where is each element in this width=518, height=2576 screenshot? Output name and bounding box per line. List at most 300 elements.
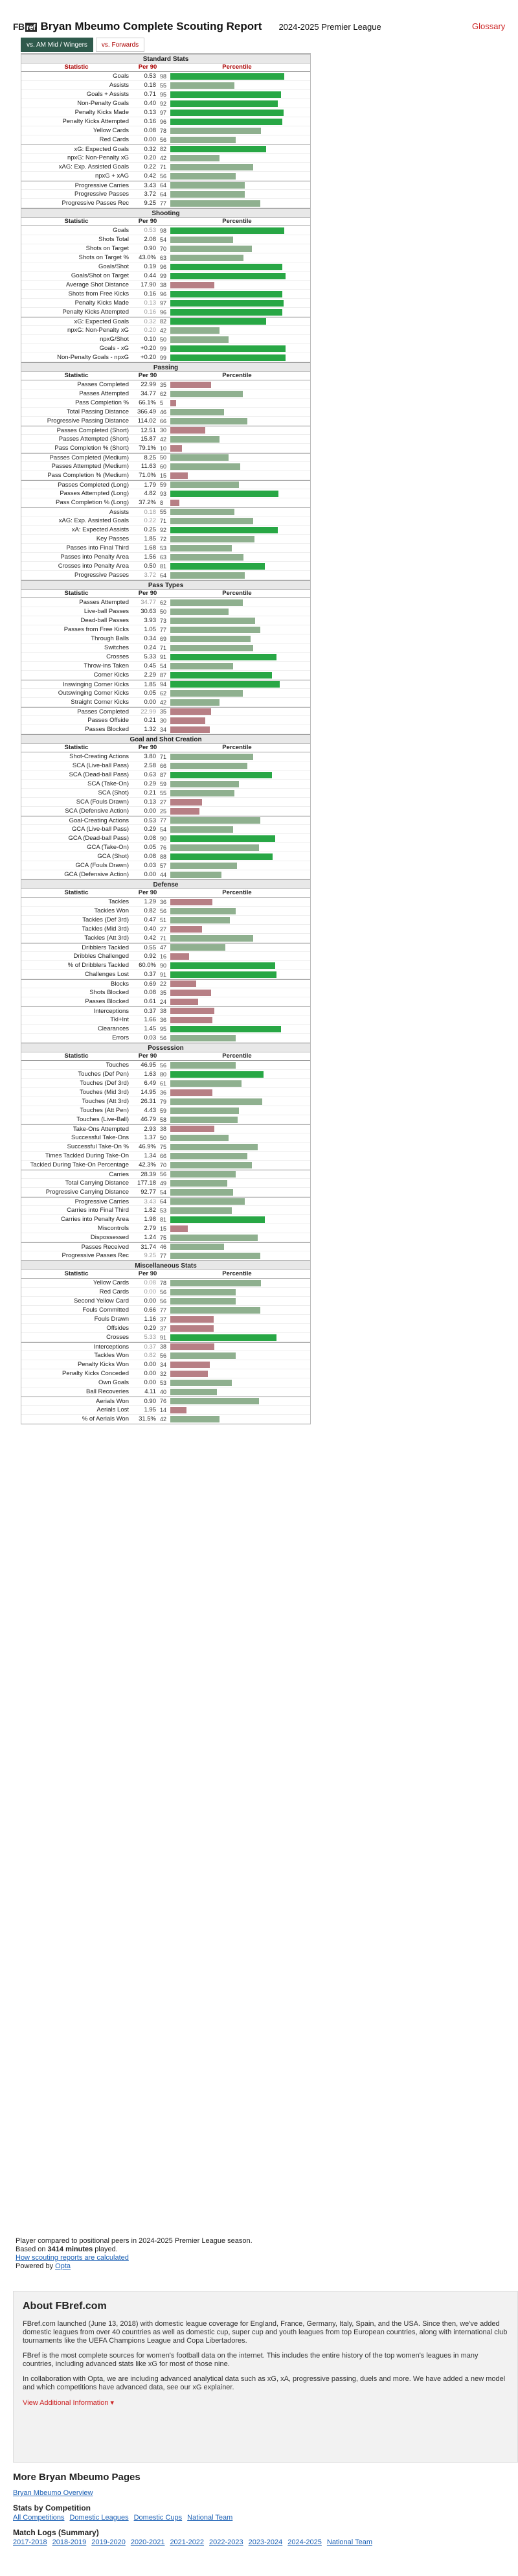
- percentile-value: 62: [160, 599, 167, 606]
- per90-value: 0.29: [144, 1325, 156, 1332]
- percentile-bar: [170, 1108, 239, 1114]
- stat-name: Carries into Penalty Area: [60, 1216, 129, 1223]
- table-row: [21, 1397, 310, 1406]
- percentile-bar-track: [170, 935, 287, 942]
- percentile-bar: [170, 1235, 258, 1241]
- percentile-cell: [159, 318, 310, 325]
- percentile-bar: [170, 1380, 232, 1386]
- table-row: [21, 417, 310, 426]
- percentile-cell: [159, 1316, 310, 1323]
- percentile-bar: [170, 863, 237, 869]
- stat-name: Touches (Live-Ball): [76, 1116, 129, 1123]
- percentile-bar-track: [170, 1398, 287, 1404]
- stat-name: Yellow Cards: [93, 127, 129, 134]
- match-log-link-2018-2019[interactable]: 2018-2019: [52, 2538, 87, 2546]
- percentile-cell: [159, 1117, 310, 1123]
- percentile-cell: [159, 1362, 310, 1368]
- stat-name: GCA (Defensive Action): [64, 871, 129, 878]
- match-log-link-2022-2023[interactable]: 2022-2023: [209, 2538, 243, 2546]
- player-overview-link[interactable]: Bryan Mbeumo Overview: [13, 2489, 93, 2497]
- percentile-cell: [159, 672, 310, 679]
- per90-value: 0.18: [144, 508, 156, 516]
- section-title-goal-and-shot-creation: Goal and Shot Creation: [21, 734, 310, 744]
- percentile-bar: [170, 1035, 236, 1041]
- stat-name: Dead-ball Passes: [80, 617, 129, 624]
- percentile-value: 50: [160, 608, 167, 615]
- table-row: [21, 1152, 310, 1161]
- stat-name: Passes Blocked: [85, 726, 129, 733]
- percentile-cell: [159, 1280, 310, 1286]
- percentile-value: 56: [160, 1288, 167, 1295]
- percentile-value: 66: [160, 762, 167, 769]
- section-title-miscellaneous-stats: Miscellaneous Stats: [21, 1260, 310, 1270]
- match-log-link-2017-2018[interactable]: 2017-2018: [13, 2538, 47, 2546]
- per90-value: 1.85: [144, 680, 156, 688]
- per90-value: 0.55: [144, 944, 156, 951]
- percentile-bar: [170, 1307, 260, 1314]
- table-row: [21, 907, 310, 916]
- percentile-cell: [159, 935, 310, 942]
- percentile-bar: [170, 110, 284, 116]
- percentile-cell: [159, 491, 310, 497]
- percentile-bar-track: [170, 808, 287, 815]
- stat-name: Penalty Kicks Made: [74, 109, 129, 116]
- per90-header: Per 90: [138, 218, 157, 225]
- stats-by-competition-title: Stats by Competition: [13, 2503, 91, 2512]
- per90-value: 3.93: [144, 617, 156, 624]
- percentile-bar-track: [170, 1280, 287, 1286]
- percentile-bar: [170, 1153, 247, 1159]
- stat-name: Shots Total: [98, 236, 129, 243]
- per90-header: Per 90: [138, 590, 157, 597]
- table-row: [21, 1406, 310, 1415]
- percentile-bar: [170, 309, 282, 316]
- percentile-bar-track: [170, 509, 287, 515]
- header: [13, 18, 381, 35]
- about-paragraph-2: FBref is the most complete sources for women's football data on the internet. This includes the entire history of the top women's leagues in many countries, including advanced stats like xG for most of those nine.: [23, 2352, 479, 2368]
- percentile-value: 99: [160, 272, 167, 279]
- percentile-bar-track: [170, 472, 287, 479]
- percentile-bar: [170, 1371, 208, 1377]
- percentile-cell: [159, 1071, 310, 1078]
- percentile-bar-track: [170, 1298, 287, 1305]
- percentile-bar-track: [170, 137, 287, 143]
- statistic-header: Statistic: [64, 64, 89, 71]
- match-log-link-2020-2021[interactable]: 2020-2021: [130, 2538, 165, 2546]
- table-row: [21, 244, 310, 253]
- percentile-bar: [170, 545, 232, 551]
- percentile-header: Percentile: [222, 1052, 252, 1060]
- stat-name: xAG: Exp. Assisted Goals: [58, 517, 129, 524]
- percentile-bar-track: [170, 853, 287, 860]
- competition-link-domestic-cups[interactable]: Domestic Cups: [133, 2514, 183, 2522]
- percentile-cell: [159, 835, 310, 842]
- percentile-bar-track: [170, 999, 287, 1005]
- percentile-bar-track: [170, 563, 287, 570]
- table-row: [21, 145, 310, 154]
- stat-name: Penalty Kicks Conceded: [62, 1370, 129, 1377]
- percentile-bar-track: [170, 1098, 287, 1105]
- percentile-bar-track: [170, 1008, 287, 1014]
- percentile-bar: [170, 971, 276, 978]
- per90-value: 46.79: [141, 1116, 156, 1123]
- percentile-value: 87: [160, 671, 167, 679]
- percentile-bar-track: [170, 672, 287, 679]
- percentile-bar: [170, 1062, 236, 1069]
- percentile-bar: [170, 1289, 236, 1295]
- competition-link-national-team[interactable]: National Team: [187, 2514, 233, 2522]
- percentile-cell: [159, 518, 310, 524]
- percentile-cell: [159, 1144, 310, 1150]
- per90-value: 2.93: [144, 1125, 156, 1133]
- table-row: [21, 598, 310, 607]
- table-row: [21, 281, 310, 290]
- table-row: [21, 389, 310, 399]
- table-row: [21, 825, 310, 834]
- percentile-cell: [159, 754, 310, 760]
- percentile-value: 10: [160, 445, 167, 452]
- percentile-cell: [159, 944, 310, 951]
- percentile-bar: [170, 926, 202, 933]
- percentile-bar: [170, 1180, 227, 1187]
- stat-name: GCA (Fouls Drawn): [75, 862, 129, 869]
- per90-value: 0.08: [144, 835, 156, 842]
- percentile-bar: [170, 1098, 262, 1105]
- percentile-bar: [170, 636, 251, 642]
- per90-value: 2.29: [144, 671, 156, 679]
- percentile-bar: [170, 128, 261, 134]
- percentile-value: 56: [160, 1297, 167, 1305]
- per90-value: 43.0%: [139, 254, 156, 261]
- percentile-bar-track: [170, 1062, 287, 1069]
- table-row: [21, 988, 310, 997]
- percentile-bar: [170, 100, 278, 107]
- table-row: [21, 961, 310, 970]
- percentile-bar-track: [170, 971, 287, 978]
- percentile-cell: [159, 509, 310, 515]
- table-row: [21, 199, 310, 208]
- percentile-cell: [159, 273, 310, 279]
- stat-name: Interceptions: [93, 1343, 129, 1351]
- percentile-bar: [170, 763, 247, 769]
- percentile-bar-track: [170, 1180, 287, 1187]
- percentile-bar-track: [170, 119, 287, 125]
- percentile-bar: [170, 690, 243, 697]
- table-row: [21, 335, 310, 344]
- percentile-value: 16: [160, 953, 167, 960]
- percentile-value: 46: [160, 1244, 167, 1250]
- table-row: [21, 108, 310, 117]
- per90-value: 0.92: [144, 953, 156, 960]
- stat-name: Goals: [113, 73, 129, 80]
- percentile-value: 40: [160, 1388, 167, 1395]
- per90-value: 0.03: [144, 862, 156, 869]
- statistic-header: Statistic: [64, 889, 89, 896]
- percentile-bar: [170, 935, 253, 942]
- percentile-cell: [159, 962, 310, 969]
- per90-value: 46.9%: [139, 1143, 156, 1150]
- how-calculated-link[interactable]: How scouting reports are calculated: [16, 2254, 129, 2262]
- percentile-cell: [159, 645, 310, 651]
- tab-forwards[interactable]: vs. Forwards: [96, 38, 144, 52]
- opta-link[interactable]: Opta: [55, 2262, 71, 2270]
- per90-value: 366.49: [137, 408, 156, 415]
- percentile-value: 60: [160, 463, 167, 470]
- match-log-link-2023-2024[interactable]: 2023-2024: [248, 2538, 283, 2546]
- competition-link-domestic-leagues[interactable]: Domestic Leagues: [69, 2514, 129, 2522]
- percentile-bar: [170, 681, 280, 688]
- percentile-bar-track: [170, 309, 287, 316]
- percentile-cell: [159, 1080, 310, 1087]
- percentile-bar-track: [170, 463, 287, 470]
- tab-am-mid-wingers[interactable]: vs. AM Mid / Wingers: [21, 38, 93, 52]
- percentile-value: 77: [160, 1252, 167, 1259]
- percentile-bar: [170, 1216, 265, 1223]
- percentile-bar-track: [170, 645, 287, 651]
- stat-name: Passes Blocked: [85, 998, 129, 1005]
- percentile-value: 64: [160, 191, 167, 198]
- per90-value: 17.90: [141, 281, 156, 288]
- percentile-bar-track: [170, 944, 287, 951]
- percentile-value: 50: [160, 336, 167, 343]
- percentile-bar-track: [170, 1207, 287, 1214]
- percentile-bar-track: [170, 1080, 287, 1087]
- percentile-bar-track: [170, 627, 287, 633]
- stat-name: Passes Completed (Long): [58, 481, 129, 489]
- per90-value: 4.11: [144, 1388, 156, 1395]
- percentile-bar-track: [170, 1334, 287, 1341]
- per90-value: 5.33: [144, 653, 156, 660]
- percentile-cell: [159, 73, 310, 80]
- per90-value: 0.08: [144, 853, 156, 860]
- per90-value: 0.25: [144, 526, 156, 533]
- table-row: [21, 507, 310, 516]
- per90-value: 26.31: [141, 1098, 156, 1105]
- percentile-bar-track: [170, 908, 287, 914]
- per90-value: 0.10: [144, 336, 156, 343]
- percentile-bar: [170, 436, 220, 443]
- table-row: [21, 1188, 310, 1197]
- percentile-value: 56: [160, 1062, 167, 1069]
- percentile-cell: [159, 155, 310, 161]
- percentile-bar-track: [170, 1135, 287, 1141]
- scouting-report-table: [21, 53, 311, 1424]
- percentile-value: 34: [160, 1361, 167, 1368]
- table-row: [21, 1224, 310, 1233]
- percentile-value: 36: [160, 898, 167, 905]
- comparison-tabs: [21, 38, 144, 52]
- percentile-cell: [159, 1035, 310, 1041]
- percentile-bar: [170, 554, 243, 561]
- stat-name: Tackled During Take-On Percentage: [30, 1161, 129, 1168]
- match-log-link-2024-2025[interactable]: 2024-2025: [287, 2538, 322, 2546]
- percentile-bar: [170, 1135, 229, 1141]
- stat-name: Outswinging Corner Kicks: [58, 690, 129, 697]
- percentile-value: 35: [160, 708, 167, 715]
- percentile-bar-track: [170, 826, 287, 833]
- percentile-value: 69: [160, 635, 167, 642]
- per90-value: 22.99: [141, 381, 156, 388]
- percentile-bar-track: [170, 1198, 287, 1205]
- percentile-bar: [170, 790, 234, 796]
- percentile-bar-track: [170, 91, 287, 98]
- table-row: [21, 299, 310, 308]
- percentile-cell: [159, 1407, 310, 1413]
- per90-header: Per 90: [138, 372, 157, 379]
- percentile-value: 73: [160, 617, 167, 624]
- percentile-bar: [170, 1244, 224, 1250]
- per90-value: 79.1%: [139, 445, 156, 452]
- percentile-bar-track: [170, 962, 287, 969]
- per90-value: 0.00: [144, 807, 156, 815]
- percentile-cell: [159, 1352, 310, 1359]
- per90-value: 60.0%: [139, 962, 156, 969]
- table-row: [21, 1387, 310, 1397]
- stat-name: Passes Attempted (Short): [58, 435, 129, 443]
- more-pages: [13, 2472, 512, 2546]
- percentile-bar-track: [170, 73, 287, 80]
- percentile-value: 46: [160, 408, 167, 415]
- competition-link-all-competitions[interactable]: All Competitions: [13, 2514, 65, 2522]
- per90-value: 0.53: [144, 817, 156, 824]
- stat-name: Penalty Kicks Made: [74, 299, 129, 307]
- site-logo[interactable]: FB ref: [13, 21, 36, 32]
- stat-name: Tackles Won: [94, 907, 129, 914]
- stat-name: Goals + Assists: [86, 91, 129, 98]
- table-row: [21, 861, 310, 870]
- stat-name: Own Goals: [98, 1379, 129, 1386]
- percentile-bar-track: [170, 318, 287, 325]
- percentile-header: Percentile: [222, 372, 252, 379]
- percentile-bar: [170, 146, 266, 152]
- table-row: [21, 934, 310, 943]
- glossary-link[interactable]: Glossary: [472, 21, 506, 31]
- percentile-bar-track: [170, 1325, 287, 1332]
- stat-name: Goals: [113, 227, 129, 234]
- percentile-bar: [170, 1352, 236, 1359]
- percentile-cell: [159, 1108, 310, 1114]
- percentile-cell: [159, 1371, 310, 1377]
- percentile-cell: [159, 436, 310, 443]
- percentile-cell: [159, 599, 310, 606]
- table-row: [21, 761, 310, 771]
- percentile-cell: [159, 291, 310, 297]
- percentile-cell: [159, 255, 310, 261]
- percentile-value: 30: [160, 717, 167, 724]
- percentile-value: 56: [160, 907, 167, 914]
- table-row: [21, 163, 310, 172]
- stat-name: Passes Offside: [87, 717, 129, 724]
- match-log-link-2019-2020[interactable]: 2019-2020: [91, 2538, 126, 2546]
- percentile-value: 56: [160, 1352, 167, 1359]
- match-log-link-2021-2022[interactable]: 2021-2022: [170, 2538, 205, 2546]
- percentile-bar: [170, 237, 233, 243]
- percentile-bar: [170, 844, 259, 851]
- per90-value: 5.33: [144, 1334, 156, 1341]
- stat-name: Assists: [109, 82, 129, 89]
- stat-name: Progressive Passes Rec: [62, 200, 129, 207]
- per90-value: 34.77: [141, 599, 156, 606]
- per90-value: 0.29: [144, 780, 156, 787]
- percentile-value: 70: [160, 245, 167, 252]
- percentile-value: 38: [160, 1343, 167, 1350]
- percentile-bar: [170, 255, 243, 261]
- per90-value: 0.90: [144, 245, 156, 252]
- percentile-bar: [170, 119, 282, 125]
- percentile-cell: [159, 763, 310, 769]
- per90-value: 3.72: [144, 191, 156, 198]
- table-row: [21, 317, 310, 326]
- table-row: [21, 1079, 310, 1088]
- percentile-bar: [170, 282, 214, 288]
- stat-name: SCA (Fouls Drawn): [76, 798, 129, 806]
- stat-name: Touches (Att 3rd): [82, 1098, 129, 1105]
- percentile-bar: [170, 1253, 260, 1259]
- percentile-bar: [170, 1398, 259, 1404]
- percentile-value: 72: [160, 535, 167, 542]
- percentile-cell: [159, 1398, 310, 1404]
- match-log-link-national-team[interactable]: National Team: [326, 2538, 372, 2546]
- stat-name: Carries into Final Third: [67, 1207, 129, 1214]
- percentile-value: 98: [160, 227, 167, 234]
- percentile-bar-track: [170, 1352, 287, 1359]
- per90-value: 9.25: [144, 200, 156, 207]
- percentile-bar-track: [170, 1343, 287, 1350]
- percentile-value: 37: [160, 1316, 167, 1323]
- percentile-value: 96: [160, 263, 167, 270]
- percentile-bar: [170, 391, 243, 397]
- section-title-standard-stats: Standard Stats: [21, 54, 310, 64]
- stat-name: Tackles (Def 3rd): [82, 916, 129, 923]
- percentile-cell: [159, 1416, 310, 1422]
- percentile-bar-track: [170, 1144, 287, 1150]
- per90-value: 1.95: [144, 1406, 156, 1413]
- percentile-bar-track: [170, 146, 287, 152]
- percentile-bar-track: [170, 1026, 287, 1032]
- per90-value: 31.74: [141, 1243, 156, 1251]
- percentile-bar: [170, 1362, 210, 1368]
- percentile-bar: [170, 953, 189, 960]
- stat-name: Take-Ons Attempted: [73, 1125, 129, 1133]
- percentile-bar: [170, 899, 212, 905]
- stat-name: Progressive Carrying Distance: [45, 1189, 129, 1196]
- percentile-bar: [170, 781, 239, 787]
- percentile-cell: [159, 264, 310, 270]
- statistic-header: Statistic: [64, 372, 89, 379]
- percentile-value: 98: [160, 73, 167, 80]
- table-row: [21, 571, 310, 580]
- per90-value: 34.77: [141, 390, 156, 397]
- stat-name: GCA (Dead-ball Pass): [68, 835, 129, 842]
- percentile-cell: [159, 1017, 310, 1023]
- per90-value: 0.21: [144, 717, 156, 724]
- additional-info-toggle[interactable]: View Additional Information ▾: [23, 2399, 115, 2407]
- stat-name: Passes Completed: [77, 708, 129, 715]
- percentile-bar-track: [170, 345, 287, 352]
- stat-name: Fouls Committed: [82, 1306, 129, 1314]
- percentile-bar-track: [170, 1071, 287, 1078]
- per90-value: 0.69: [144, 980, 156, 988]
- percentile-bar-track: [170, 110, 287, 116]
- table-row: [21, 489, 310, 498]
- percentile-bar: [170, 835, 275, 842]
- percentile-cell: [159, 853, 310, 860]
- percentile-bar-track: [170, 1371, 287, 1377]
- percentile-bar: [170, 336, 229, 343]
- table-row: [21, 1070, 310, 1079]
- table-row: [21, 1378, 310, 1387]
- per90-value: 0.00: [144, 699, 156, 706]
